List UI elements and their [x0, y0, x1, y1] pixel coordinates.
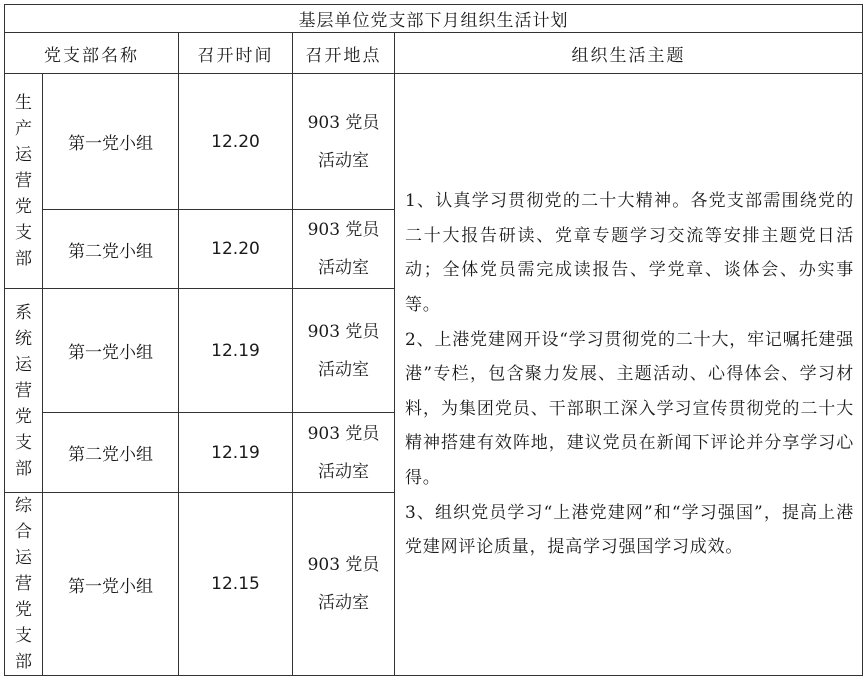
place-cell — [293, 74, 395, 210]
theme-paragraph: 1、认真学习贯彻党的二十大精神。各党支部需围绕党的二十大报告研读、党章专题学习交流等安排主题党日活动；全体党员需完成读报告、学党章、谈体会、办实事等。 — [405, 191, 855, 316]
date-cell: 12.20 — [179, 210, 293, 289]
header-place: 召开地点 — [293, 33, 395, 74]
date-cell: 12.19 — [179, 289, 293, 413]
branch-name: 综 合 运 营 党 支 部 — [15, 496, 32, 672]
theme-paragraph: 2、上港党建网开设“学习贯彻党的二十大，牢记嘱托建强港”专栏，包含聚力发展、主题活动、心得体会、学习材料，为集团党员、干部职工深入学习宣传贯彻党的二十大精神搭建有效阵地，建议党员在新闻下评论并分享学习心得。 — [405, 329, 855, 488]
place-line-2: 活动室 — [318, 150, 369, 171]
branch-cell — [5, 289, 43, 493]
header-theme: 组织生活主题 — [395, 33, 863, 74]
group-cell: 第一党小组 — [43, 289, 179, 413]
place-line-2: 活动室 — [318, 461, 369, 482]
branch-cell — [5, 74, 43, 289]
header-time: 召开时间 — [179, 33, 293, 74]
table-row — [5, 74, 863, 210]
place-line-2: 活动室 — [318, 359, 369, 380]
date-cell: 12.20 — [179, 74, 293, 210]
branch-name: 生 产 运 营 党 支 部 — [15, 93, 32, 269]
plan-table — [4, 4, 863, 676]
place-cell — [293, 210, 395, 289]
place-cell — [293, 413, 395, 493]
place-line-1: 903 党员 — [307, 555, 380, 575]
place-line-1: 903 党员 — [307, 423, 380, 444]
place-line-2: 活动室 — [318, 258, 369, 278]
branch-cell — [5, 493, 43, 676]
place-line-1: 903 党员 — [307, 112, 380, 133]
group-cell: 第一党小组 — [43, 74, 179, 210]
header-branch-name: 党支部名称 — [5, 33, 179, 74]
theme-paragraph: 3、组织党员学习“上港党建网”和“学习强国”，提高上港党建网评论质量，提高学习强国学习成效。 — [405, 502, 855, 558]
place-line-1: 903 党员 — [307, 220, 380, 240]
group-cell: 第二党小组 — [43, 413, 179, 493]
date-cell: 12.19 — [179, 413, 293, 493]
date-cell: 12.15 — [179, 493, 293, 676]
place-line-2: 活动室 — [318, 593, 369, 613]
table-title: 基层单位党支部下月组织生活计划 — [5, 5, 863, 33]
place-cell — [293, 493, 395, 676]
group-cell: 第二党小组 — [43, 210, 179, 289]
place-cell — [293, 289, 395, 413]
place-line-1: 903 党员 — [307, 321, 380, 342]
group-cell: 第一党小组 — [43, 493, 179, 676]
branch-name: 系 统 运 营 党 支 部 — [15, 302, 32, 479]
theme-cell — [395, 74, 863, 676]
